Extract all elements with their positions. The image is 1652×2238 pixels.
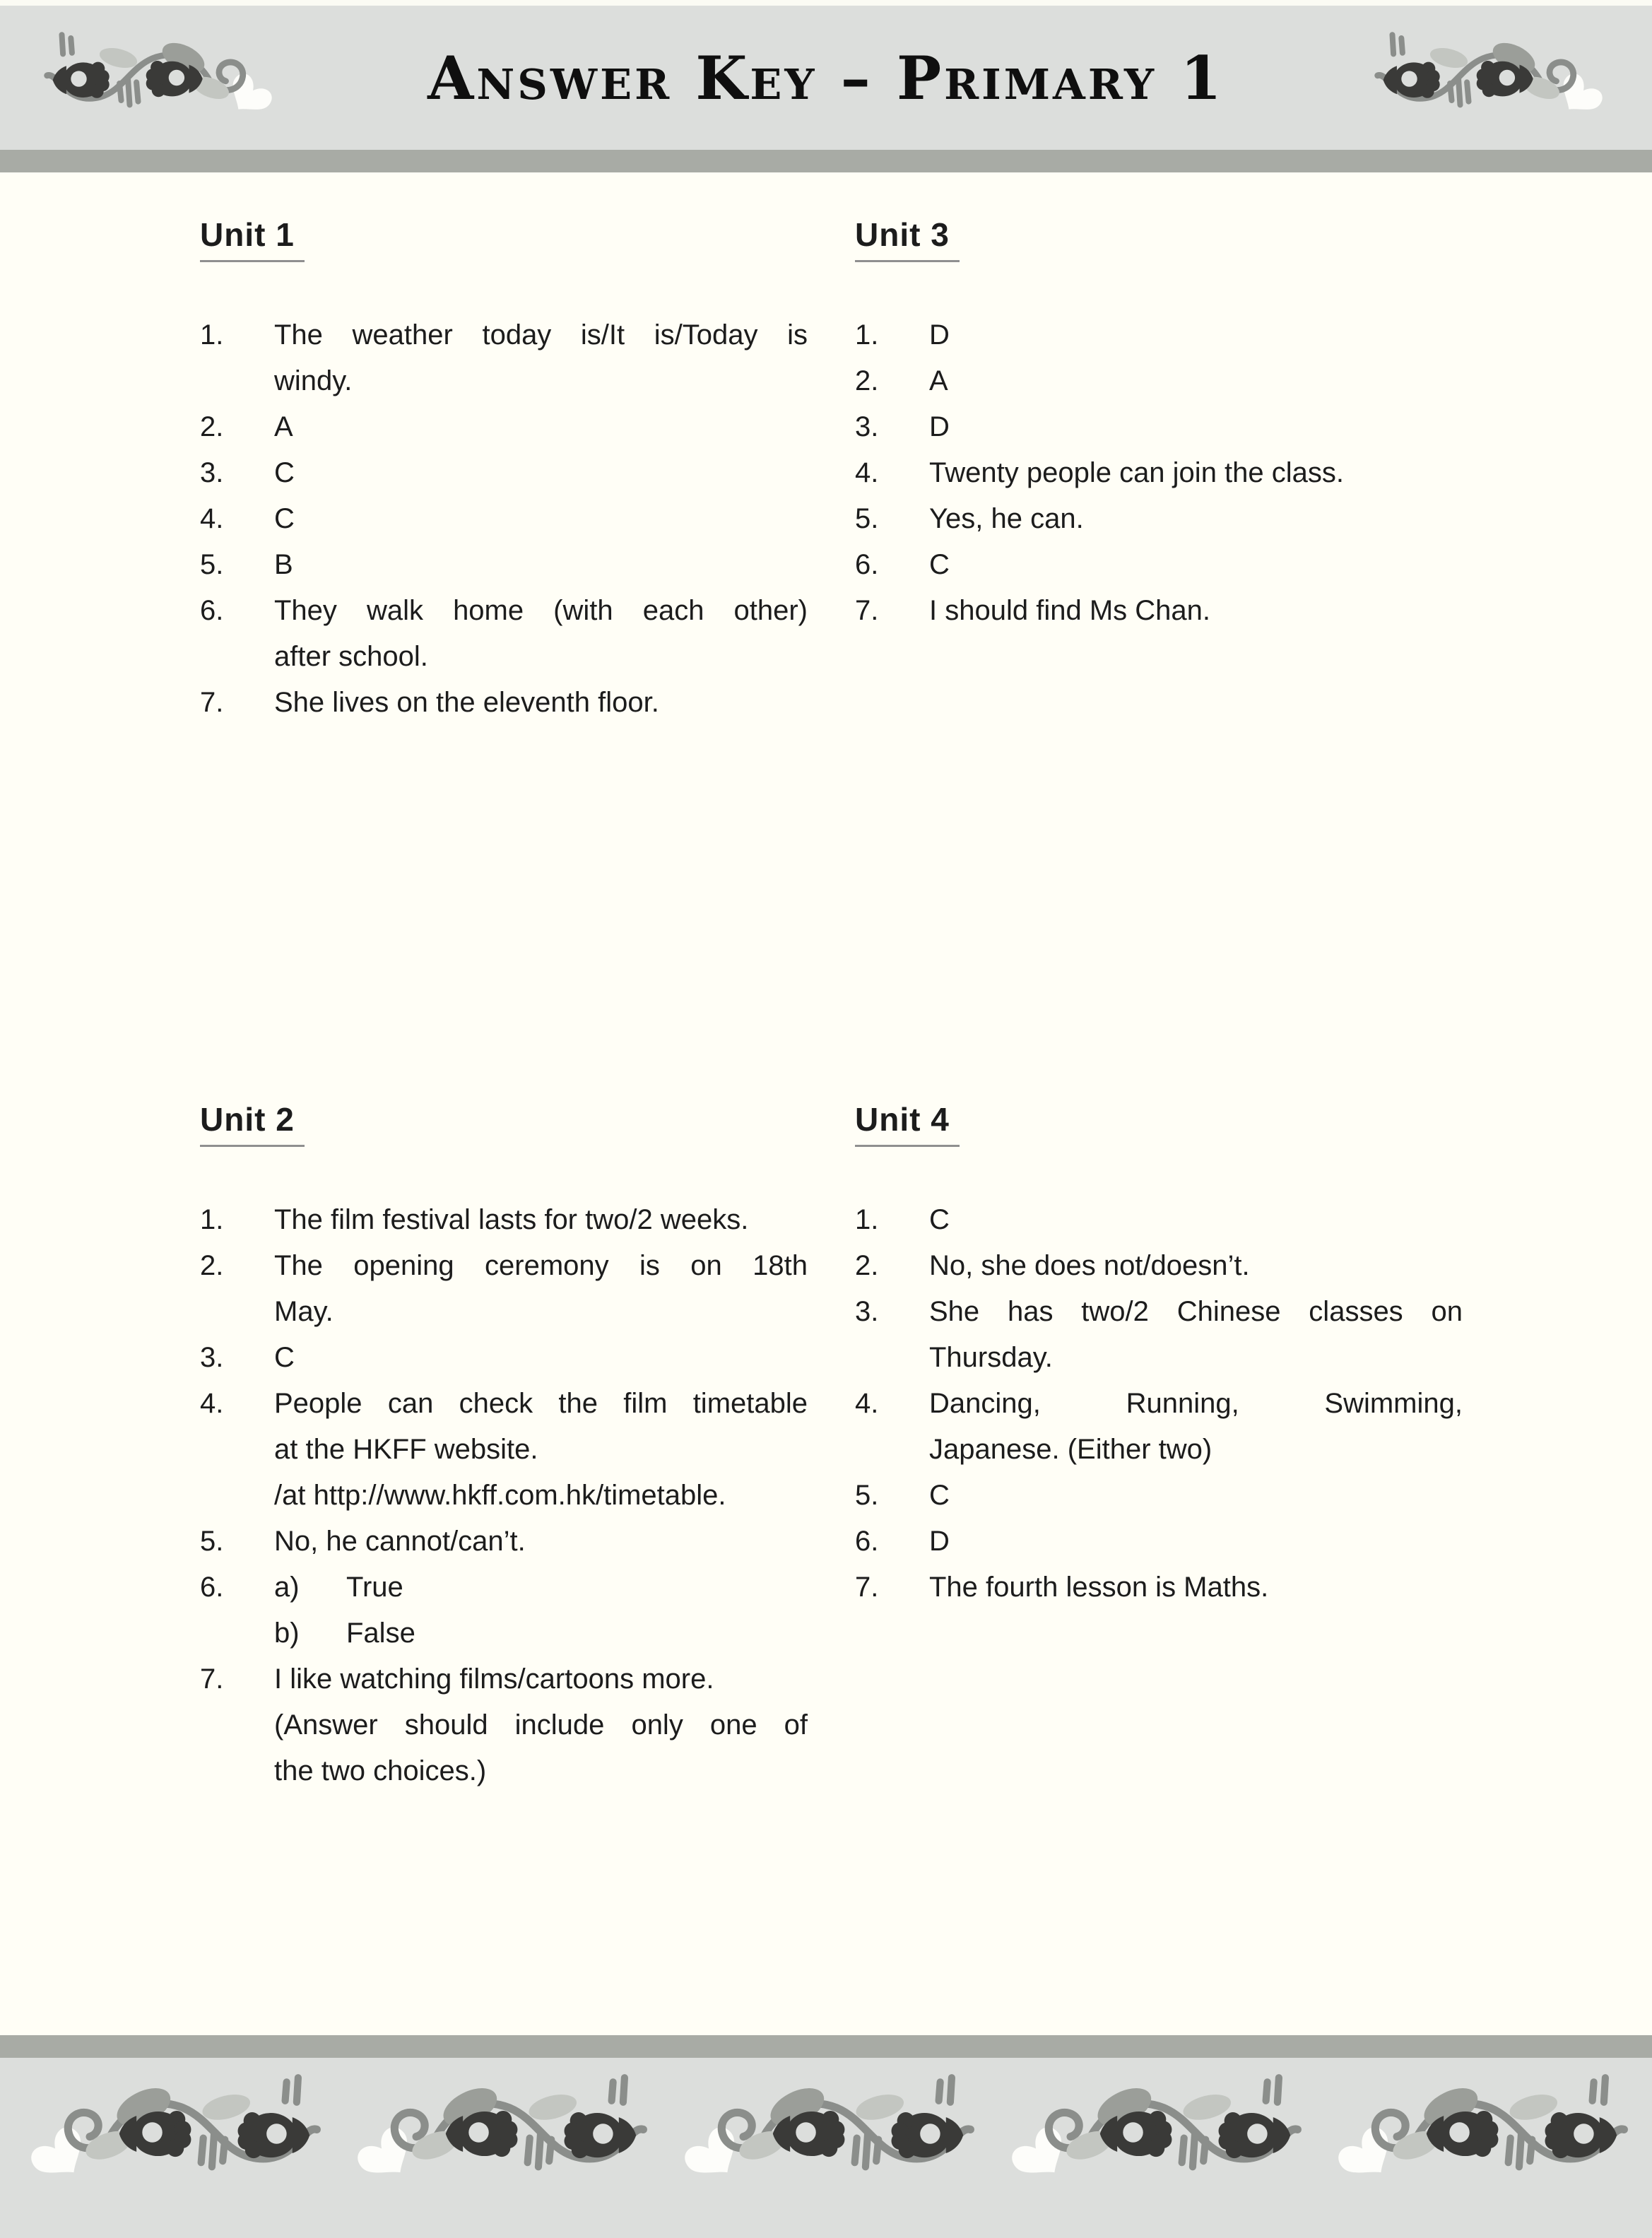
floral-swirl-ornament (1369, 27, 1613, 129)
answer-text (274, 1656, 808, 1794)
answer-line: after school. (274, 641, 428, 672)
answer-item (855, 1473, 1463, 1519)
floral-swirl-ornament (1325, 2068, 1634, 2197)
answer-text: B (274, 549, 293, 580)
answer-text: C (274, 1342, 295, 1373)
answer-text: No, he cannot/can’t. (274, 1526, 526, 1557)
answer-item (855, 1519, 1463, 1565)
answer-text: A (929, 365, 948, 396)
answer-item (200, 1335, 808, 1381)
answer-text (274, 588, 808, 680)
item-number: 7. (200, 1663, 224, 1695)
answer-item (855, 404, 1463, 450)
answer-line: She has two/2 Chinese classes on (929, 1296, 1463, 1327)
answer-text (929, 1381, 1463, 1473)
answer-list (855, 312, 1463, 634)
answer-item (855, 496, 1463, 542)
answer-item (200, 496, 808, 542)
item-number: 3. (855, 1296, 879, 1327)
answer-line: Japanese. (Either two) (929, 1434, 1213, 1465)
answer-text (274, 1565, 808, 1656)
item-number: 1. (855, 319, 879, 351)
item-number: 7. (855, 595, 879, 626)
section-unit-2 (200, 1097, 808, 1794)
sub-answer-text: False (346, 1618, 415, 1649)
answer-text (274, 1381, 808, 1519)
answer-item (855, 1565, 1463, 1610)
answer-item (200, 1243, 808, 1335)
answer-line: Thursday. (929, 1342, 1053, 1373)
answer-text (929, 1289, 1463, 1381)
answer-line: The opening ceremony is on 18th (274, 1250, 808, 1281)
item-number: 4. (855, 457, 879, 488)
answer-text: C (929, 1204, 950, 1235)
answer-item (855, 1289, 1463, 1381)
answer-text: D (929, 319, 950, 351)
answer-line: /at http://www.hkff.com.hk/timetable. (274, 1480, 726, 1511)
item-number: 7. (855, 1572, 879, 1603)
answer-text: No, she does not/doesn’t. (929, 1250, 1250, 1281)
answer-line: I like watching films/cartoons more. (274, 1663, 714, 1695)
answer-line: People can check the film timetable (274, 1388, 808, 1419)
answers-body (0, 172, 1652, 2035)
answer-text: C (274, 457, 295, 488)
item-number: 6. (855, 1526, 879, 1557)
item-number: 3. (200, 1342, 224, 1373)
answer-list (200, 1197, 808, 1794)
answer-item (855, 358, 1463, 404)
item-number: 1. (200, 319, 224, 351)
item-number: 7. (200, 687, 224, 718)
item-number: 3. (855, 411, 879, 442)
answer-item (200, 680, 808, 726)
answer-item (855, 312, 1463, 358)
answer-text: D (929, 1526, 950, 1557)
answer-text (274, 312, 808, 404)
page-top-margin (0, 0, 1652, 6)
answer-line: May. (274, 1296, 334, 1327)
section-unit-1 (200, 212, 808, 1097)
header-separator-band (0, 150, 1652, 172)
answer-list (200, 312, 808, 726)
item-number: 4. (200, 503, 224, 534)
answer-item (200, 312, 808, 404)
answer-item (855, 1381, 1463, 1473)
answer-text: C (274, 503, 295, 534)
sub-answer-label: a) (274, 1572, 300, 1603)
floral-swirl-ornament (344, 2068, 654, 2197)
item-number: 4. (200, 1388, 224, 1419)
answer-text: The fourth lesson is Maths. (929, 1572, 1269, 1603)
answer-item (200, 1519, 808, 1565)
answer-line: (Answer should include only one of (274, 1709, 808, 1741)
item-number: 2. (855, 1250, 879, 1281)
floral-swirl-ornament (39, 27, 283, 129)
answer-text: The film festival lasts for two/2 weeks. (274, 1204, 749, 1235)
floral-swirl-ornament (998, 2068, 1308, 2197)
answer-line: at the HKFF website. (274, 1434, 538, 1465)
item-number: 1. (200, 1204, 224, 1235)
section-unit-3 (855, 212, 1463, 1097)
answers-grid (200, 212, 1463, 1794)
answer-item (200, 450, 808, 496)
answer-text: C (929, 1480, 950, 1511)
item-number: 1. (855, 1204, 879, 1235)
item-number: 3. (200, 457, 224, 488)
answer-line: the two choices.) (274, 1755, 487, 1786)
answer-item (200, 1381, 808, 1519)
answer-line: windy. (274, 365, 353, 396)
page-header (0, 6, 1652, 150)
item-number: 2. (855, 365, 879, 396)
answer-line: The weather today is/It is/Today is (274, 319, 808, 351)
answer-item (200, 588, 808, 680)
answer-item (855, 542, 1463, 588)
answer-text: C (929, 549, 950, 580)
answer-text: Yes, he can. (929, 503, 1084, 534)
item-number: 2. (200, 1250, 224, 1281)
sub-answer-text: True (346, 1572, 403, 1603)
item-number: 6. (200, 595, 224, 626)
answer-item (200, 1565, 808, 1656)
floral-swirl-ornament (18, 2068, 327, 2197)
floral-swirl-ornament (671, 2068, 981, 2197)
answer-line: Dancing, Running, Swimming, (929, 1388, 1463, 1419)
item-number: 5. (200, 549, 224, 580)
answer-text: Twenty people can join the class. (929, 457, 1345, 488)
answer-item (855, 450, 1463, 496)
answer-line: They walk home (with each other) (274, 595, 808, 626)
unit-heading: Unit 2 (200, 1097, 305, 1147)
item-number: 6. (855, 549, 879, 580)
answer-text (274, 1243, 808, 1335)
item-number: 5. (855, 503, 879, 534)
answer-text: A (274, 411, 293, 442)
unit-heading: Unit 3 (855, 212, 960, 262)
footer-separator-band (0, 2035, 1652, 2058)
unit-heading: Unit 4 (855, 1097, 960, 1147)
answer-item (200, 542, 808, 588)
unit-heading: Unit 1 (200, 212, 305, 262)
answer-item (200, 404, 808, 450)
answer-item (855, 1243, 1463, 1289)
sub-answer (274, 1565, 808, 1610)
page-footer (0, 2058, 1652, 2238)
answer-list (855, 1197, 1463, 1610)
answer-text: D (929, 411, 950, 442)
sub-answer-label: b) (274, 1618, 300, 1649)
page-title: Answer Key – Primary 1 (427, 42, 1225, 113)
item-number: 5. (855, 1480, 879, 1511)
answer-item (855, 1197, 1463, 1243)
item-number: 5. (200, 1526, 224, 1557)
answer-item (200, 1656, 808, 1794)
item-number: 4. (855, 1388, 879, 1419)
section-unit-4 (855, 1097, 1463, 1794)
answer-text: She lives on the eleventh floor. (274, 687, 659, 718)
answer-item (200, 1197, 808, 1243)
item-number: 2. (200, 411, 224, 442)
item-number: 6. (200, 1572, 224, 1603)
answer-text: I should find Ms Chan. (929, 595, 1210, 626)
sub-answer (274, 1610, 808, 1656)
answer-item (855, 588, 1463, 634)
